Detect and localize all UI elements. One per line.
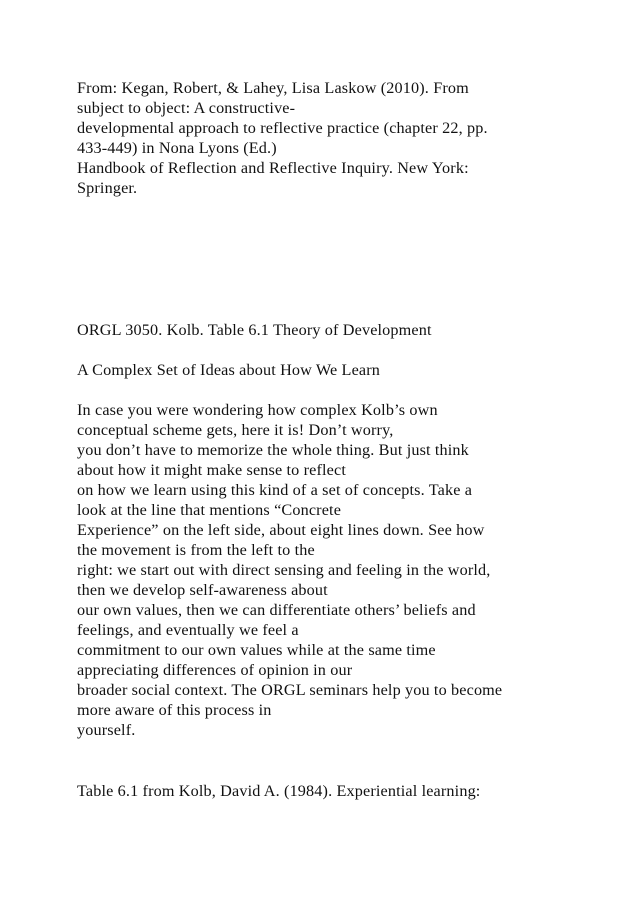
course-title: ORGL 3050. Kolb. Table 6.1 Theory of Development (77, 321, 432, 339)
paragraph-line: you don’t have to memorize the whole thing. But just think (77, 441, 469, 459)
paragraph-line: broader social context. The ORGL seminars help you to become (77, 681, 503, 699)
paragraph-line: look at the line that mentions “Concrete (77, 501, 342, 519)
citation-line: From: Kegan, Robert, & Lahey, Lisa Laskow (2010). From (77, 79, 469, 97)
citation-line: Handbook of Reflection and Reflective Inquiry. New York: (77, 159, 469, 177)
paragraph-line: about how it might make sense to reflect (77, 461, 346, 479)
paragraph-line: right: we start out with direct sensing and feeling in the world, (77, 561, 491, 579)
table-source-line: Table 6.1 from Kolb, David A. (1984). Experiential learning: (77, 782, 481, 800)
citation-line: subject to object: A constructive- (77, 99, 296, 117)
paragraph-line: commitment to our own values while at the same time (77, 641, 436, 659)
paragraph-line: conceptual scheme gets, here it is! Don’t worry, (77, 421, 394, 439)
paragraph-line: In case you were wondering how complex Kolb’s own (77, 401, 438, 419)
section-heading: A Complex Set of Ideas about How We Learn (77, 361, 381, 379)
paragraph-line: feelings, and eventually we feel a (77, 621, 299, 639)
paragraph-line: more aware of this process in (77, 701, 272, 719)
paragraph-line: appreciating differences of opinion in our (77, 661, 353, 679)
paragraph-line: our own values, then we can differentiate others’ beliefs and (77, 601, 476, 619)
paragraph-line: the movement is from the left to the (77, 541, 315, 559)
paragraph-line: Experience” on the left side, about eight lines down. See how (77, 521, 485, 539)
paragraph-line: then we develop self-awareness about (77, 581, 328, 599)
citation-line: Springer. (77, 179, 138, 197)
paragraph-line: yourself. (77, 721, 136, 739)
citation-line: developmental approach to reflective practice (chapter 22, pp. (77, 119, 488, 137)
citation-line: 433-449) in Nona Lyons (Ed.) (77, 139, 277, 157)
paragraph-line: on how we learn using this kind of a set of concepts. Take a (77, 481, 473, 499)
